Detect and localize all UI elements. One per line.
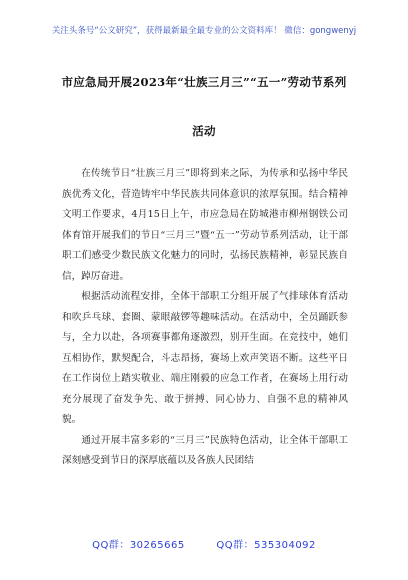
footer-qq-group-1: QQ群：30265665 [92,540,185,551]
paragraph: 在传统节日“壮族三月三”即将到来之际，为传承和弘扬中华民族优秀文化，营造铸牢中华民族共同体意识的浓厚氛围。结合精神文明工作要求，4月15日上午，市应急局在防城港市柳州钢铁公司体育馆开展我们的节日“三月三”暨“五一”劳动节系列活动，让干部职工们感受少数民族文化魅力的同时，弘扬民族精神，彰显民族自信，踔厉奋进。 [62,168,348,282]
paragraph: 根据活动流程安排，全体干部职工分组开展了气排球体育活动和吹乒乓球、套圈、蒙眼敲锣等趣味活动。在活动中，全员踊跃参与，全力以赴，各项赛事都角逐激烈，别开生面。在竞技中，她们互相协作，默契配合，斗志昂扬，赛场上欢声笑语不断。这些平日在工作岗位上踏实敬业、端庄刚毅的应急工作者，在赛场上用行动充分展现了奋发争先、敢于拼搏、同心协力、自强不息的精神风貌。 [62,291,348,425]
document-title-continued: 活动 [192,124,216,138]
footer [0,536,408,551]
header-banner: 关注头条号“公文研究”，获得最新最全最专业的公文资料库！ 微信：gongwenyj [51,26,357,36]
document-body [62,164,348,472]
document-title: 市应急局开展2023年“壮族三月三”“五一”劳动节系列 [61,75,347,89]
paragraph: 通过开展丰富多彩的“三月三”民族特色活动，让全体干部职工深刻感受到节日的深厚底蕴以及各族人民团结 [62,434,348,466]
footer-qq-group-2: QQ群：535304092 [216,540,316,551]
